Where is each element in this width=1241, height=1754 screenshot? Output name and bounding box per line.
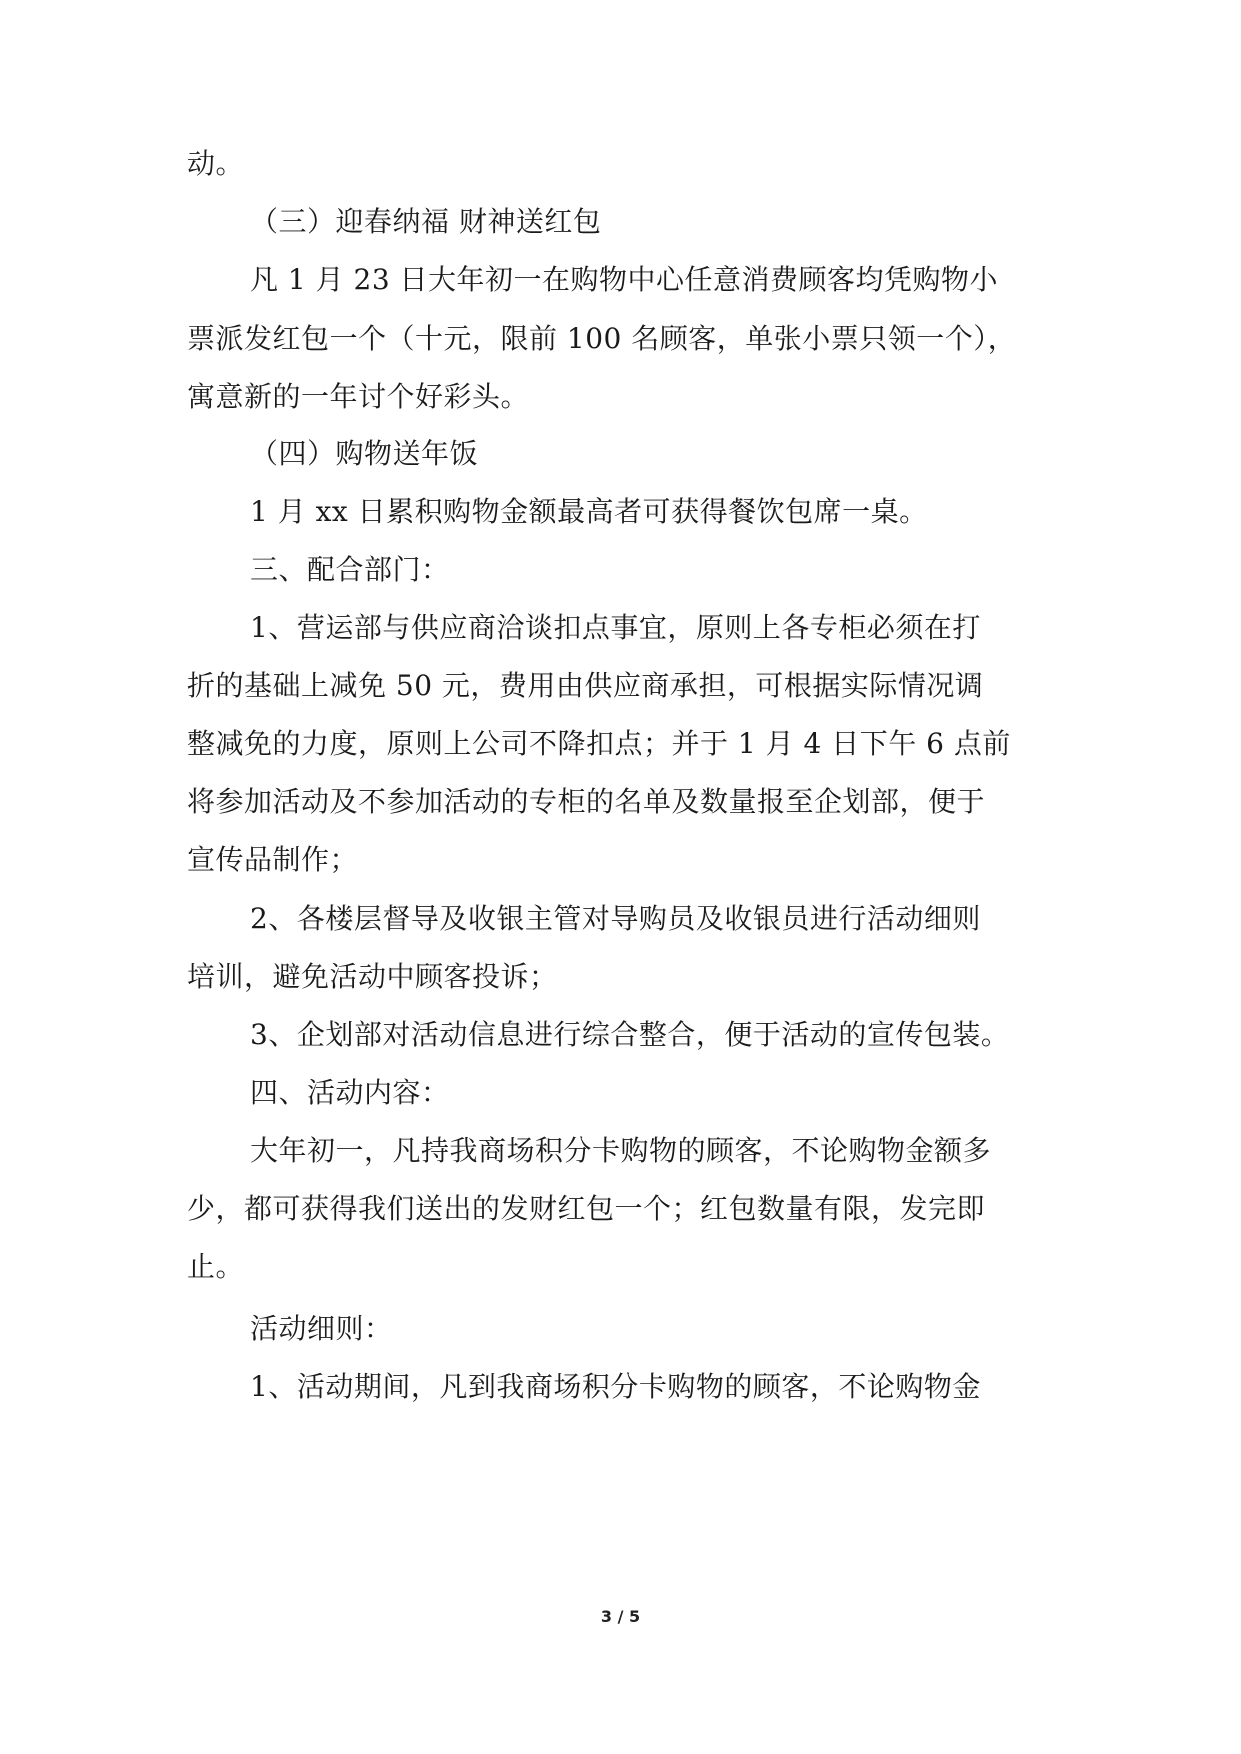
section-heading: 四、活动内容： bbox=[250, 1076, 450, 1109]
paragraph-line: 少，都可获得我们送出的发财红包一个；红包数量有限，发完即 bbox=[187, 1192, 986, 1225]
paragraph-line: 将参加活动及不参加活动的专柜的名单及数量报至企划部，便于 bbox=[187, 785, 986, 818]
paragraph-line: 1、营运部与供应商洽谈扣点事宜，原则上各专柜必须在打 bbox=[250, 611, 981, 644]
section-heading: （三）迎春纳福 财神送红包 bbox=[250, 205, 602, 238]
section-heading: 活动细则： bbox=[250, 1312, 393, 1345]
paragraph-line: 票派发红包一个（十元，限前 100 名顾客，单张小票只领一个）， bbox=[187, 322, 1017, 355]
paragraph-line: 整减免的力度，原则上公司不降扣点；并于 1 月 4 日下午 6 点前 bbox=[187, 727, 1011, 760]
paragraph-line: 1 月 xx 日累积购物金额最高者可获得餐饮包席一桌。 bbox=[250, 495, 928, 528]
page-number: 3 / 5 bbox=[600, 1607, 641, 1626]
paragraph-line: 培训，避免活动中顾客投诉； bbox=[187, 960, 558, 993]
paragraph-line: 寓意新的一年讨个好彩头。 bbox=[187, 380, 530, 413]
section-heading: （四）购物送年饭 bbox=[250, 437, 479, 470]
paragraph-line: 2、各楼层督导及收银主管对导购员及收银员进行活动细则 bbox=[250, 902, 981, 935]
paragraph-line: 止。 bbox=[187, 1250, 245, 1283]
paragraph-line: 折的基础上减免 50 元，费用由供应商承担，可根据实际情况调 bbox=[187, 669, 984, 702]
paragraph-line: 1、活动期间，凡到我商场积分卡购物的顾客，不论购物金 bbox=[250, 1370, 981, 1403]
paragraph-line: 宣传品制作； bbox=[187, 843, 359, 876]
paragraph-line: 大年初一，凡持我商场积分卡购物的顾客，不论购物金额多 bbox=[250, 1134, 992, 1167]
paragraph-line: 凡 1 月 23 日大年初一在购物中心任意消费顾客均凭购物小 bbox=[250, 263, 999, 296]
paragraph-line: 3、企划部对活动信息进行综合整合，便于活动的宣传包装。 bbox=[250, 1018, 1010, 1051]
paragraph-line: 动。 bbox=[187, 147, 245, 180]
section-heading: 三、配合部门： bbox=[250, 553, 450, 586]
